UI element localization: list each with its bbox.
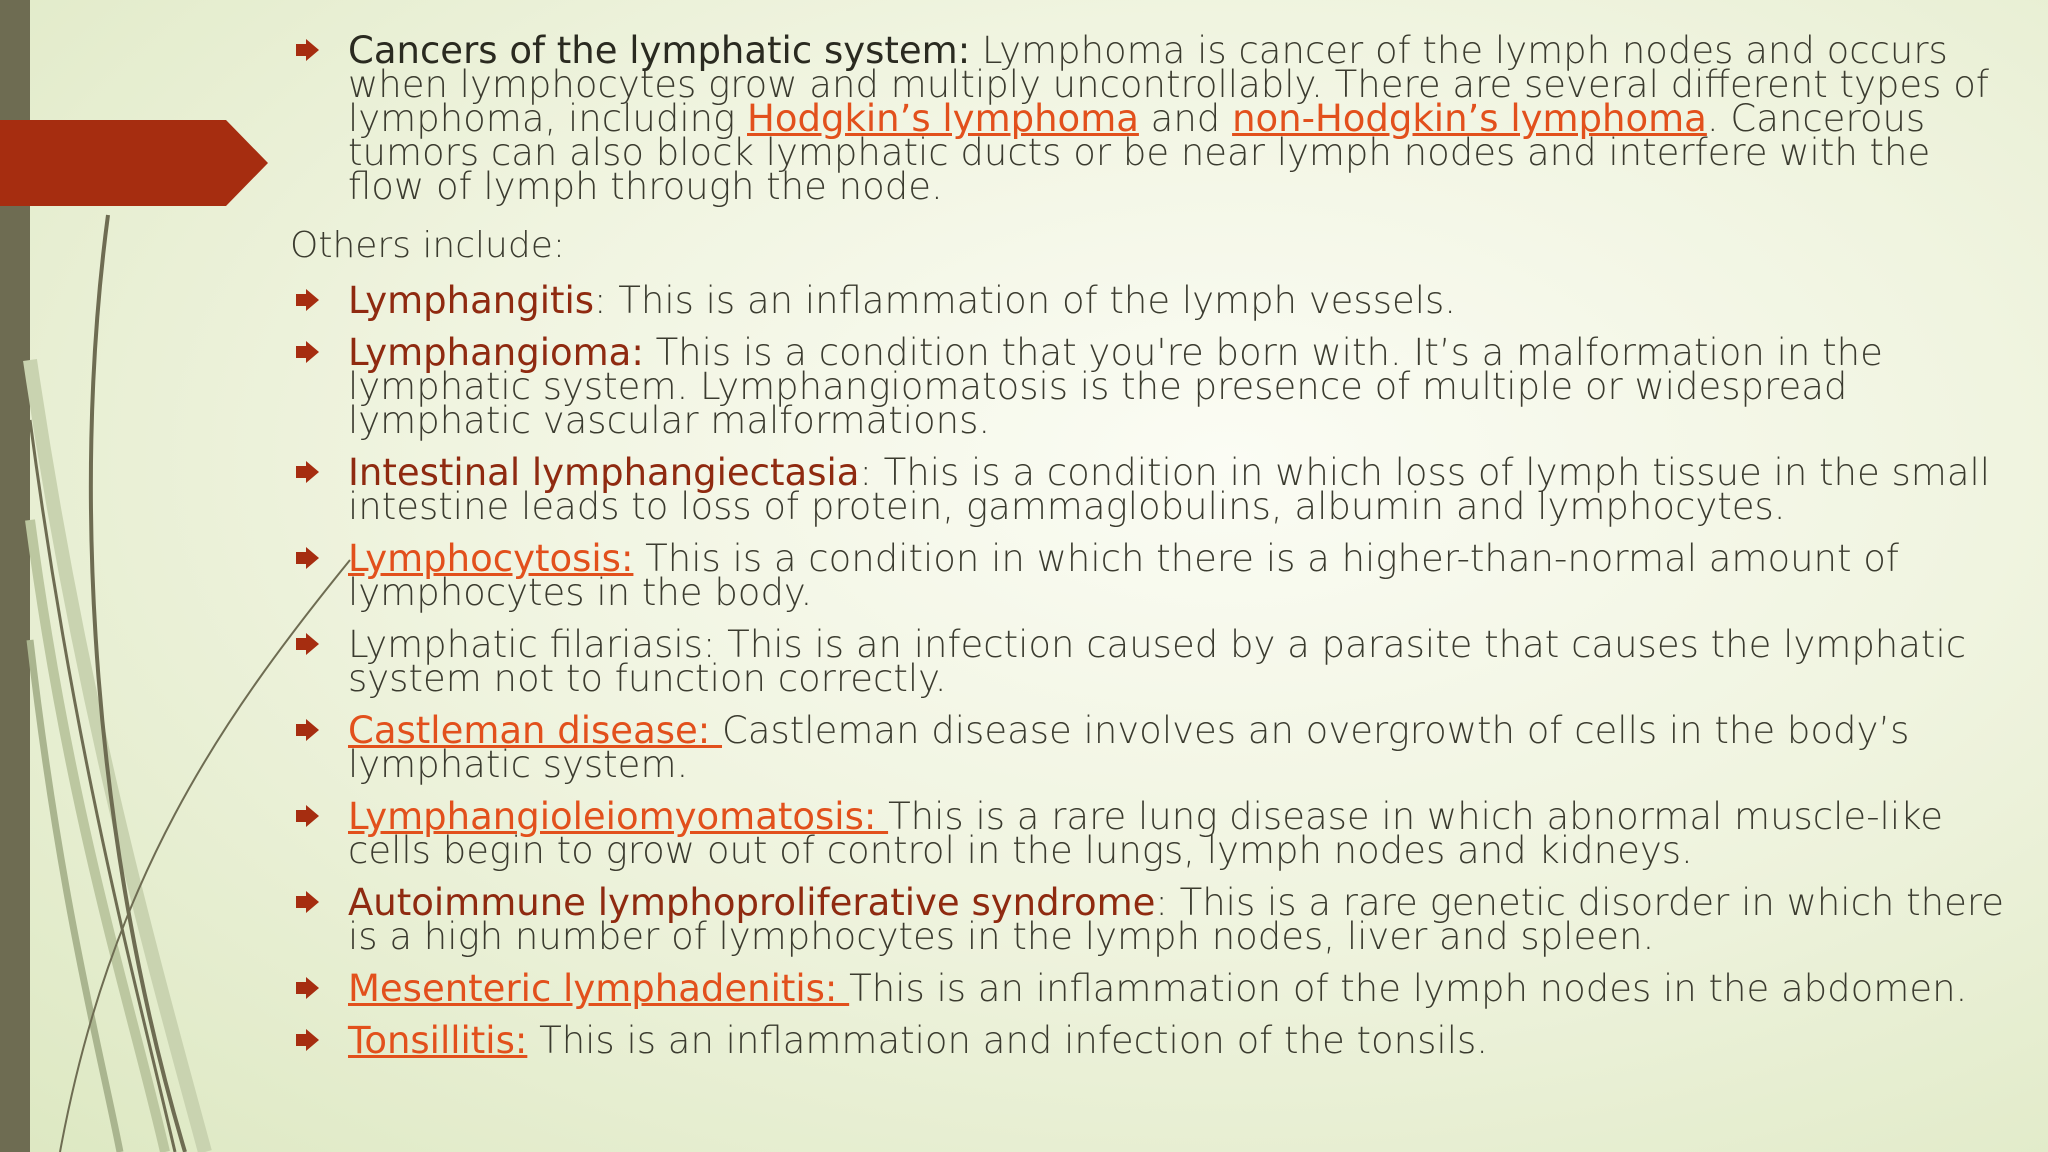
list-item <box>290 1019 2010 1062</box>
list-item <box>290 795 2010 872</box>
list-item <box>290 451 2010 528</box>
item-text: : This is an inflammation of the lymph vessels. <box>594 279 1457 322</box>
arrow-bullet-icon <box>294 547 320 569</box>
lymphangioleiomyomatosis-link[interactable]: Lymphangioleiomyomatosis: <box>348 795 889 838</box>
arrow-bullet-icon <box>294 719 320 741</box>
arrow-bullet-icon <box>294 341 320 363</box>
list-item <box>290 623 2010 700</box>
item-text: : This is a condition in which loss of lymph tissue in the small intestine leads to loss of protein, gammaglobulins, albumin and lymphocytes. <box>348 451 1991 528</box>
item-text: Lymphatic filariasis: This is an infection caused by a parasite that causes the lymphatic system not to function correctly. <box>348 623 1967 700</box>
list-item <box>290 331 2010 442</box>
list-item <box>290 279 2010 322</box>
list-item <box>290 881 2010 958</box>
lymphocytosis-link[interactable]: Lymphocytosis: <box>348 537 634 580</box>
mesenteric-lymphadenitis-link[interactable]: Mesenteric lymphadenitis: <box>348 967 850 1010</box>
arrow-bullet-icon <box>294 1029 320 1051</box>
item-text: Lymphoma is cancer of the lymph nodes and occurs when lymphocytes grow and multiply uncontrollably. There are several different types of lymphoma, including <box>348 29 1989 140</box>
arrow-bullet-icon <box>294 633 320 655</box>
arrow-bullet-icon <box>294 805 320 827</box>
arrow-bullet-icon <box>294 891 320 913</box>
slide-content <box>290 29 2010 1062</box>
item-text: and <box>1138 97 1233 140</box>
item-term: Intestinal lymphangiectasia <box>348 451 860 494</box>
item-text: This is a rare lung disease in which abnormal muscle-like cells begin to grow out of control in the lungs, lymph nodes and kidneys. <box>348 795 1943 872</box>
list-item <box>290 967 2010 1010</box>
arrow-bullet-icon <box>294 461 320 483</box>
item-term: Lymphangioma: <box>348 331 644 374</box>
non-hodgkins-lymphoma-link[interactable]: non-Hodgkin’s lymphoma <box>1232 97 1707 140</box>
list-item <box>290 709 2010 786</box>
item-term: Autoimmune lymphoproliferative syndrome <box>348 881 1156 924</box>
arrow-bullet-icon <box>294 977 320 999</box>
hodgkins-lymphoma-link[interactable]: Hodgkin’s lymphoma <box>747 97 1139 140</box>
item-text: This is an inflammation of the lymph nodes in the abdomen. <box>849 967 1968 1010</box>
tonsillitis-link[interactable]: Tonsillitis: <box>348 1019 528 1062</box>
item-text: This is an inflammation and infection of the tonsils. <box>527 1019 1489 1062</box>
item-text: This is a condition that you're born with. It’s a malformation in the lymphatic system. Lymphangiomatosis is the presence of multiple or widespread lymphatic vascular malformations. <box>348 331 1883 442</box>
item-text: Castleman disease involves an overgrowth of cells in the body’s lymphatic system. <box>348 709 1910 786</box>
item-term: Cancers of the lymphatic system: <box>348 29 971 72</box>
list-item <box>290 29 2010 208</box>
item-text: : This is a rare genetic disorder in which there is a high number of lymphocytes in the lymph nodes, liver and spleen. <box>348 881 2005 958</box>
item-text: . Cancerous tumors can also block lymphatic ducts or be near lymph nodes and interfere with the flow of lymph through the node. <box>348 97 1931 208</box>
arrow-bullet-icon <box>294 39 320 61</box>
castleman-disease-link[interactable]: Castleman disease: <box>348 709 723 752</box>
arrow-bullet-icon <box>294 289 320 311</box>
list-item <box>290 537 2010 614</box>
item-term: Lymphangitis <box>348 279 595 322</box>
others-label: Others include: <box>290 225 565 266</box>
arrow-tab <box>0 120 268 206</box>
item-text: This is a condition in which there is a higher-than-normal amount of lymphocytes in the body. <box>348 537 1899 614</box>
